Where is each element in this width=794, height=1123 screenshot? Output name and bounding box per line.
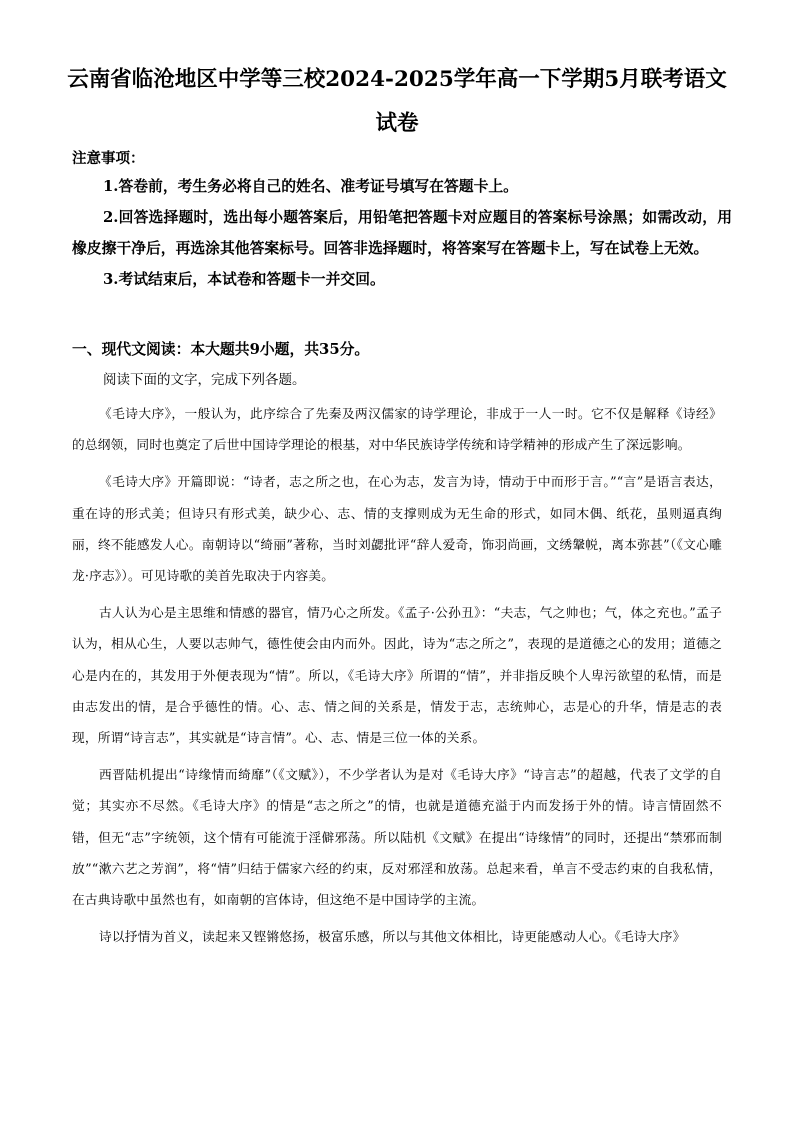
notes-item-2: 2.回答选择题时，选出每小题答案后，用铅笔把答题卡对应题目的答案标号涂黑；如需改动，用橡皮擦干净后，再选涂其他答案标号。回答非选择题时，将答案写在答题卡上，写在试卷上无效。 [72,209,732,257]
notes-item-1: 1.答卷前，考生务必将自己的姓名、准考证号填写在答题卡上。 [103,178,518,195]
article-paragraph-3: 古人认为心是主思维和情感的器官，情乃心之所发。《孟子·公孙丑》：“夫志，气之帅也；气，体之充也。”孟子认为，相从心生，人要以志帅气，德性使会由内而外。因此，诗为“志之所之”，表现的是道德之心的发用；道德之心是内在的，其发用于外便表现为“情”。所以，《毛诗大序》所谓的“情”，并非指反映个人卑污欲望的私情，而是由志发出的情，是合乎德性的情。心、志、情之间的关系是，情发于志，志统帅心，志是心的升华，情是志的表现，所谓“诗言志”，其实就是“诗言情”。心、志、情是三位一体的关系。 [72,605,722,746]
section-instruction: 阅读下面的文字，完成下列各题。 [103,372,306,388]
notes-heading: 注意事项： [72,150,145,167]
notes-section [72,147,732,295]
article-paragraph-2: 《毛诗大序》开篇即说：“诗者，志之所之也，在心为志，发言为诗，情动于中而形于言。”“言”是语言表达，重在诗的形式美；但诗只有形式美，缺少心、志、情的支撑则成为无生命的形式，如同木偶、纸花，虽则逼真绚丽，终不能感发人心。南朝诗以“绮丽”著称，当时刘勰批评“辞人爱奇，饰羽尚画，文绣鞶帨，离本弥甚”（《文心雕龙·序志》）。可见诗歌的美首先取决于内容美。 [72,474,722,584]
notes-item-3: 3.考试结束后，本试卷和答题卡一并交回。 [103,271,385,288]
article-paragraph-5: 诗以抒情为首义，读起来又铿锵悠扬，极富乐感，所以与其他文体相比，诗更能感动人心。《毛诗大序》 [99,929,686,945]
article-paragraph-4: 西晋陆机提出“诗缘情而绮靡”（《文赋》），不少学者认为是对《毛诗大序》“诗言志”的超越，代表了文学的自觉；其实亦不尽然。《毛诗大序》的情是“志之所之”的情，也就是道德充溢于内而发扬于外的情。诗言情固然不错，但无“志”字统领，这个情有可能流于淫僻邪荡。所以陆机《文赋》在提出“诗缘情”的同时，还提出“禁邪而制放”“漱六艺之芳润”，将“情”归结于儒家六经的约束，反对邪淫和放荡。总起来看，单言不受志约束的自我私情，在古典诗歌中虽然也有，如南朝的宫体诗，但这绝不是中国诗学的主流。 [72,767,722,908]
reading-article [72,398,722,958]
article-paragraph-1: 《毛诗大序》，一般认为，此序综合了先秦及两汉儒家的诗学理论，非成于一人一时。它不仅是解释《诗经》的总纲领，同时也奠定了后世中国诗学理论的根基，对中华民族诗学传统和诗学精神的形成产生了深远影响。 [72,406,722,453]
document-title-line2: 试卷 [375,111,419,136]
section-heading: 一、现代文阅读：本大题共9小题，共35分。 [72,341,370,358]
document-title-line1: 云南省临沧地区中学等三校2024-2025学年高一下学期5月联考语文 [67,67,727,92]
